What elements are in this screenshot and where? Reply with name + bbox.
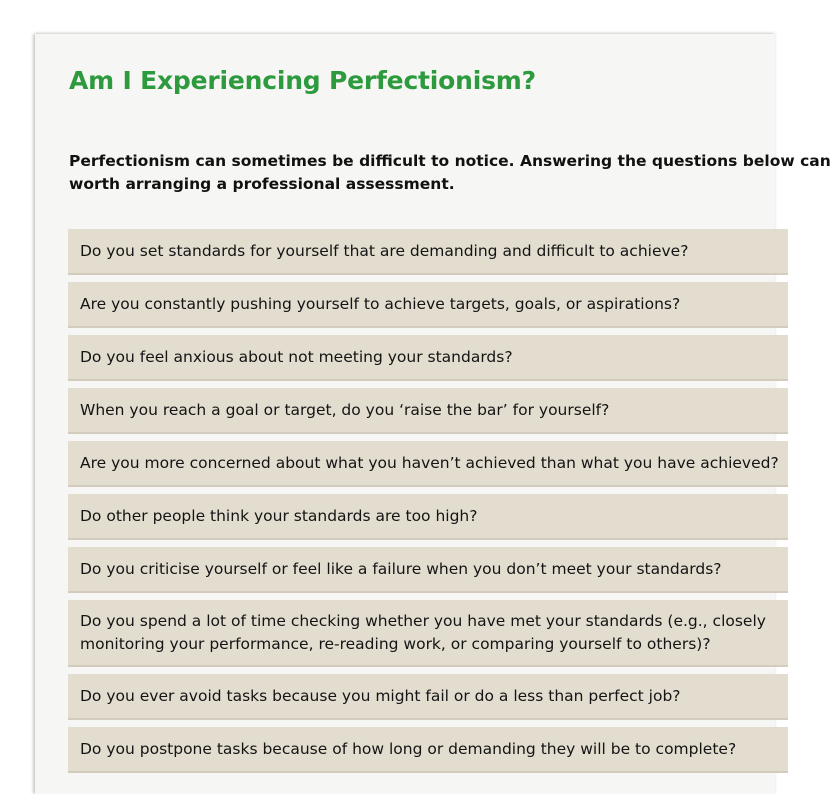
question-line-2: monitoring your performance, re-reading work, or comparing yourself to others)? xyxy=(80,634,711,653)
question-item xyxy=(68,674,788,720)
question-item xyxy=(68,282,788,328)
question-item xyxy=(68,388,788,434)
question-item xyxy=(68,229,788,275)
question-text: Do other people think your standards are too high? xyxy=(80,506,478,525)
worksheet-sheet xyxy=(35,34,831,794)
question-item xyxy=(68,600,788,667)
question-text: Do you postpone tasks because of how long or demanding they will be to complete? xyxy=(80,739,737,758)
question-text: Are you more concerned about what you haven’t achieved than what you have achieved? xyxy=(80,453,779,472)
intro-line-1: Perfectionism can sometimes be difficult to notice. Answering the questions below can xyxy=(69,152,831,170)
question-item xyxy=(68,441,788,487)
question-text: Are you constantly pushing yourself to achieve targets, goals, or aspirations? xyxy=(80,294,681,313)
question-text xyxy=(80,610,766,656)
question-text: Do you ever avoid tasks because you might fail or do a less than perfect job? xyxy=(80,686,681,705)
worksheet-title: Am I Experiencing Perfectionism? xyxy=(69,66,536,95)
question-text: Do you set standards for yourself that are demanding and difficult to achieve? xyxy=(80,241,689,260)
question-text: Do you feel anxious about not meeting your standards? xyxy=(80,347,513,366)
intro-line-2: worth arranging a professional assessment. xyxy=(69,175,455,193)
question-item xyxy=(68,494,788,540)
question-text: Do you criticise yourself or feel like a failure when you don’t meet your standards? xyxy=(80,559,722,578)
question-item xyxy=(68,335,788,381)
question-text: When you reach a goal or target, do you ‘raise the bar’ for yourself? xyxy=(80,400,610,419)
question-item xyxy=(68,547,788,593)
question-item xyxy=(68,727,788,773)
question-line-1: Do you spend a lot of time checking whether you have met your standards (e.g., closely xyxy=(80,611,766,630)
question-list xyxy=(68,229,788,780)
intro-paragraph xyxy=(69,150,831,196)
